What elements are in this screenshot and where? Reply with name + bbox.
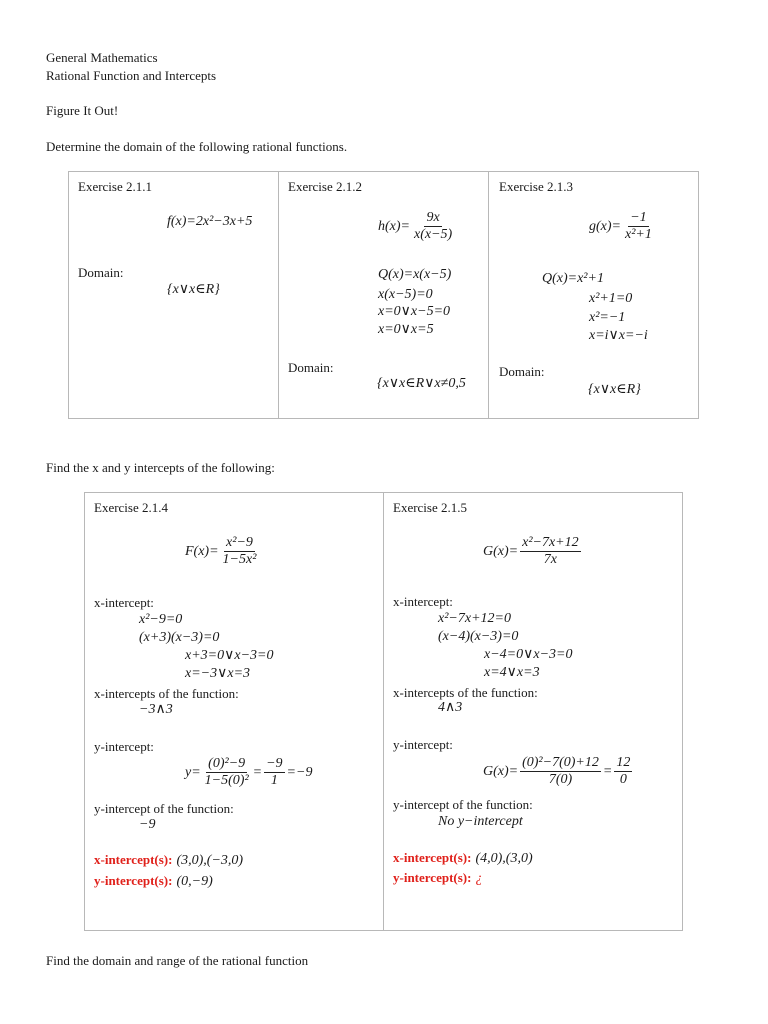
ex214-answer-x-label: x-intercept(s): <box>94 852 173 867</box>
ex212-title: Exercise 2.1.2 <box>288 179 363 194</box>
ex214-title: Exercise 2.1.4 <box>94 500 169 515</box>
ex211-title: Exercise 2.1.1 <box>78 179 153 194</box>
ex212-step: Q(x)=x(x−5) <box>378 267 452 282</box>
ex214-xstep: x²−9=0 <box>139 612 183 627</box>
ex214-xstep: x+3=0∨x−3=0 <box>185 648 274 663</box>
ex213-title: Exercise 2.1.3 <box>499 179 574 194</box>
instruction-intercepts: Find the x and y intercepts of the following: <box>46 460 275 475</box>
ex214-fn-num: x²−9 <box>226 535 253 550</box>
ex215-y-equation: G(x)= $\frac{\text{(0)²−7(0)+12}}{7(0)}$ = $\frac{12}{0}$ <box>483 755 631 787</box>
ex212-fn-den: x(x−5) <box>414 227 453 242</box>
ex214-answer-x-value: (3,0),(−3,0) <box>176 853 244 868</box>
ex215-title: Exercise 2.1.5 <box>393 500 468 515</box>
ex215-yint-label: y-intercept: <box>393 737 453 752</box>
ex214-xstep: (x+3)(x−3)=0 <box>139 630 220 645</box>
ex214-y-mid-num: −9 <box>266 756 283 771</box>
ex212-step: x=0∨x=5 <box>378 322 434 337</box>
ex211-function: f(x)=2x²−3x+5 <box>167 214 253 229</box>
ex215-y-mid-num: 12 <box>616 755 631 770</box>
ex215-y-den: 7(0) <box>548 772 573 787</box>
ex215-yfn-label: y-intercept of the function: <box>393 797 533 812</box>
ex213-step: x²+1=0 <box>589 291 633 306</box>
ex213-fn-lhs: g(x)= <box>589 218 621 234</box>
ex215-answer-y <box>393 869 482 888</box>
ex215-xstep: x=4∨x=3 <box>484 665 540 680</box>
ex214-xfn-value: −3∧3 <box>139 702 173 717</box>
ex215-y-mid-den: 0 <box>619 772 627 787</box>
ex214-yfn-value: −9 <box>139 817 156 832</box>
ex213-step: x²=−1 <box>589 310 626 325</box>
ex215-xstep: x−4=0∨x−3=0 <box>484 647 573 662</box>
ex215-xfn-label: x-intercepts of the function: <box>393 685 538 700</box>
ex215-yfn-value: No y−intercept <box>438 814 523 829</box>
ex215-answer-x <box>393 849 533 868</box>
ex214-answer-y <box>94 872 213 891</box>
ex215-answer-y-label: y-intercept(s): <box>393 870 472 885</box>
ex214-y-num: (0)²−9 <box>208 756 246 771</box>
ex214-y-equation: y= $\frac{\text{(0)²−9}}{\text{1−5(0)²}}$ = $\frac{-9}{1}$ =−9 <box>185 756 313 788</box>
ex215-xint-label: x-intercept: <box>393 594 453 609</box>
ex213-step: Q(x)=x²+1 <box>542 271 604 286</box>
ex212-function <box>378 210 456 243</box>
ex215-function <box>483 535 583 568</box>
course-title: General Mathematics <box>46 50 158 65</box>
ex213-fn-num: −1 <box>630 210 647 225</box>
topic-title: Rational Function and Intercepts <box>46 68 217 83</box>
ex212-step: x(x−5)=0 <box>378 287 433 302</box>
ex214-fn-den: 1−5x² <box>222 552 257 567</box>
ex215-fn-lhs: G(x)= <box>483 543 519 559</box>
ex215-fn-num: x²−7x+12 <box>522 535 579 550</box>
ex214-yint-label: y-intercept: <box>94 739 154 754</box>
ex214-xfn-label: x-intercepts of the function: <box>94 686 239 701</box>
ex214-function <box>185 535 260 568</box>
ex213-domain-label: Domain: <box>499 364 545 379</box>
ex215-xstep: x²−7x+12=0 <box>438 611 511 626</box>
figure-heading: Figure It Out! <box>46 103 119 118</box>
instruction-domain-range: Find the domain and range of the rational function <box>46 953 309 968</box>
ex215-xfn-value: 4∧3 <box>438 700 463 715</box>
ex214-y-mid-den: 1 <box>270 773 278 788</box>
ex213-function <box>589 210 656 243</box>
ex212-step: x=0∨x−5=0 <box>378 304 451 319</box>
ex214-y-lhs: y= <box>185 764 201 780</box>
ex214-answer-y-label: y-intercept(s): <box>94 873 173 888</box>
ex215-fn-den: 7x <box>543 552 557 567</box>
ex214-yfn-label: y-intercept of the function: <box>94 801 234 816</box>
ex213-fn-den: x²+1 <box>625 227 652 242</box>
ex215-y-num: (0)²−7(0)+12 <box>522 755 599 770</box>
ex212-domain: {x∨x∈R∨x≠0,5 <box>377 376 466 391</box>
ex212-domain-label: Domain: <box>288 360 334 375</box>
ex211-domain-label: Domain: <box>78 265 124 280</box>
instruction-domain: Determine the domain of the following rational functions. <box>46 139 348 154</box>
ex211-domain: {x∨x∈R} <box>167 282 220 297</box>
ex214-y-result: =−9 <box>286 764 313 780</box>
ex214-xint-label: x-intercept: <box>94 595 154 610</box>
ex215-answer-x-label: x-intercept(s): <box>393 850 472 865</box>
ex214-answer-y-value: (0,−9) <box>176 874 213 889</box>
ex212-fn-lhs: h(x)= <box>378 218 410 234</box>
ex214-xstep: x=−3∨x=3 <box>185 666 251 681</box>
ex213-domain: {x∨x∈R} <box>588 382 641 397</box>
ex213-step: x=i∨x=−i <box>589 328 648 343</box>
ex215-xstep: (x−4)(x−3)=0 <box>438 629 519 644</box>
ex214-answer-x <box>94 851 243 870</box>
ex214-y-den: 1−5(0)² <box>204 773 249 788</box>
ex215-answer-y-value: ¿ <box>475 871 483 886</box>
ex214-fn-lhs: F(x)= <box>185 543 219 559</box>
ex215-y-lhs: G(x)= <box>483 763 519 779</box>
ex212-fn-num: 9x <box>426 210 440 225</box>
ex215-answer-x-value: (4,0),(3,0) <box>475 851 533 866</box>
